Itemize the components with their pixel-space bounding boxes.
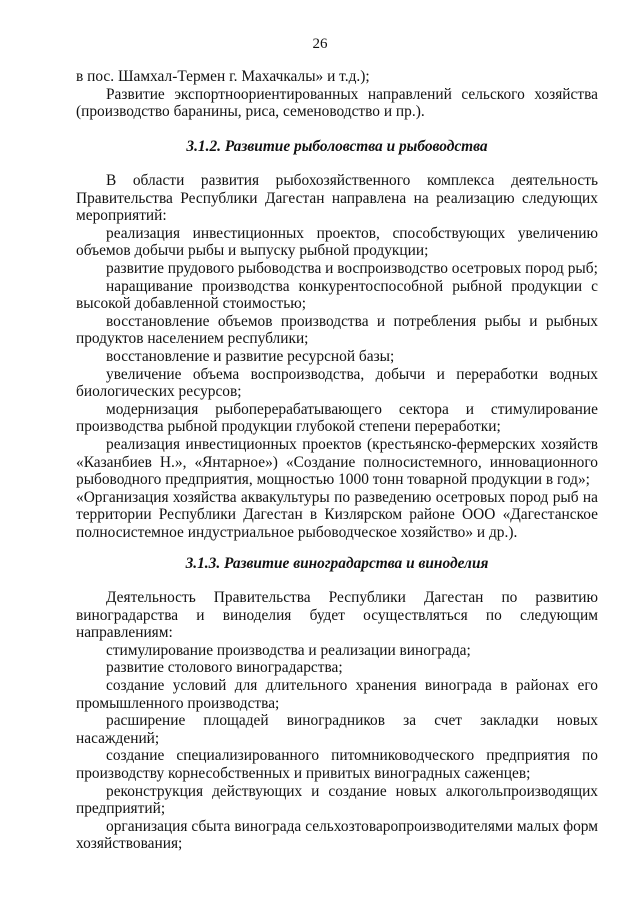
paragraph: увеличение объема воспроизводства, добычи и переработки водных биологических ресурсов; bbox=[76, 365, 598, 401]
fishery-text-block bbox=[76, 172, 598, 541]
paragraph: наращивание производства конкурентоспособной рыбной продукции с высокой добавленной стоимостью; bbox=[76, 277, 598, 313]
intro-text-block bbox=[76, 68, 598, 121]
paragraph: реализация инвестиционных проектов (крестьянско-фермерских хозяйств «Казанбиев Н.», «Янтарное») «Создание полносистемного, инновационного рыбоводного предприятия, мощностью 1000 тонн товарной продукции в год»; bbox=[76, 435, 598, 489]
paragraph: развитие прудового рыбоводства и воспроизводство осетровых пород рыб; bbox=[106, 259, 598, 277]
paragraph: В области развития рыбохозяйственного комплекса деятельность Правительства Республики Дагестан направлена на реализацию следующих мероприятий: bbox=[76, 172, 598, 225]
paragraph: в пос. Шамхал-Термен г. Махачкалы» и т.д.); bbox=[76, 68, 370, 85]
paragraph: «Организация хозяйства аквакультуры по разведению осетровых пород рыб на территории Республики Дагестан в Кизлярском районе ООО «Дагестанское полносистемное индустриальное рыбоводческое хозяйство» и др.). bbox=[76, 488, 598, 541]
paragraph: организация сбыта винограда сельхозтоваропроизводителями малых форм хозяйствования; bbox=[76, 817, 598, 853]
paragraph: реконструкция действующих и создание новых алкогольпроизводящих предприятий; bbox=[76, 782, 598, 818]
paragraph: создание специализированного питомниководческого предприятия по производству корнесобственных и привитых виноградных саженцев; bbox=[76, 747, 598, 782]
paragraph: Развитие экспортноориентированных направлений сельского хозяйства (производство баранины, риса, семеноводство и пр.). bbox=[76, 85, 598, 121]
section-heading-viticulture: 3.1.3. Развитие виноградарства и виноделия bbox=[185, 555, 489, 572]
paragraph: Деятельность Правительства Республики Дагестан по развитию виноградарства и виноделия будет осуществляться по следующим направлениям: bbox=[76, 589, 598, 642]
paragraph: реализация инвестиционных проектов, способствующих увеличению объемов добычи рыбы и выпуску рыбной продукции; bbox=[76, 224, 598, 260]
section-heading-fishery: 3.1.2. Развитие рыболовства и рыбоводства bbox=[186, 138, 488, 155]
paragraph: восстановление и развитие ресурсной базы; bbox=[106, 347, 395, 365]
paragraph: модернизация рыбоперерабатывающего сектора и стимулирование производства рыбной продукции глубокой степени переработки; bbox=[76, 400, 598, 436]
paragraph: создание условий для длительного хранения винограда в районах его промышленного производства; bbox=[76, 676, 598, 712]
page-number: 26 bbox=[312, 36, 328, 52]
viticulture-text-block bbox=[76, 589, 598, 853]
paragraph: расширение площадей виноградников за счет закладки новых насаждений; bbox=[76, 712, 598, 747]
paragraph: стимулирование производства и реализации винограда; bbox=[106, 641, 471, 659]
paragraph: восстановление объемов производства и потребления рыбы и рыбных продуктов населением республики; bbox=[76, 312, 598, 348]
paragraph: развитие столового виноградарства; bbox=[106, 659, 343, 677]
